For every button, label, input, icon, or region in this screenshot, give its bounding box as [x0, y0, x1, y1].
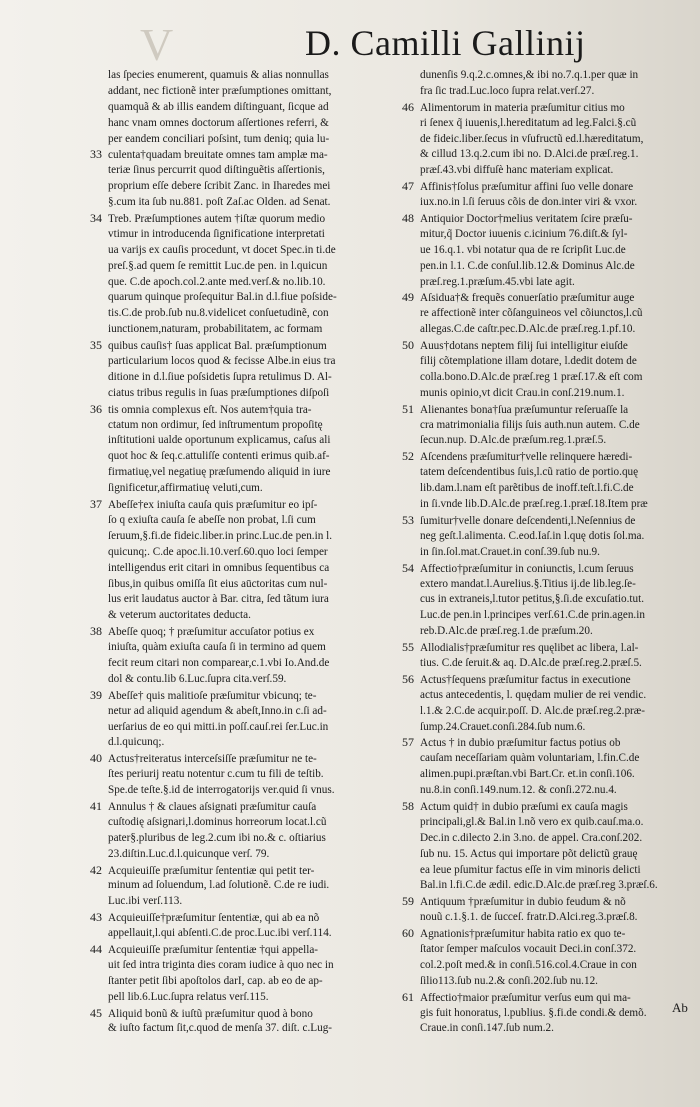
line-text: ri ſenex q̃ iuuenis,l.hereditatum ad leg.Falci.§.cũ: [420, 116, 637, 129]
marginal-number: 55: [402, 640, 414, 655]
text-line: [420, 783, 700, 799]
line-text: las ſpecies enumerent, quamuis & alias nonnullas: [108, 69, 329, 81]
text-line: [402, 735, 700, 751]
text-line: [108, 465, 412, 481]
text-line: [108, 720, 412, 736]
text-line: [90, 798, 412, 815]
catchword: Ab: [672, 1000, 688, 1015]
text-line: [108, 100, 412, 116]
text-line: [108, 640, 412, 656]
line-text: Acquieuiſſe præſumitur ſententiæ †qui appella-: [108, 943, 319, 956]
line-text: in ſin.ſol.mat.Crauet.in conſ.39.ſub nu.9.: [420, 545, 600, 558]
marginal-number: 41: [90, 798, 102, 813]
text-line: [402, 894, 700, 910]
text-line: [108, 179, 412, 195]
marginal-number: 50: [402, 338, 414, 353]
line-text: extero mandat.l.Aurelius.§.Titius ij.de lib.leg.ſe-: [420, 577, 636, 590]
text-line: [90, 211, 412, 227]
text-line: [420, 195, 700, 211]
text-line: [108, 878, 412, 894]
text-line: [108, 990, 412, 1006]
line-text: in ſi.vnde lib.D.Alc.de præſ.reg.1.præſ.18.Item præ: [420, 498, 648, 511]
line-text: ſignificetur,affirmatiuę veluti,cum.: [108, 482, 263, 495]
line-text: Spe.de teſte.§.id de interrogatorijs ver.quid ſi vnus.: [108, 784, 335, 797]
line-text: ciatus tribus regulis in ſuas præſumptiones diſpoſi: [108, 386, 330, 399]
line-text: Aſcendens præſumitur†velle relinquere hæredi-: [420, 451, 633, 464]
marginal-number: 51: [402, 401, 414, 416]
text-line: [420, 545, 700, 561]
marginal-number: 39: [90, 687, 102, 702]
marginal-number: 61: [402, 989, 414, 1004]
text-line: [420, 163, 700, 179]
text-line: [108, 354, 412, 370]
text-line: [420, 720, 700, 736]
text-line: [90, 497, 412, 513]
line-text: firmatiuę,vel negatiuę præſumendo aliquid in iure: [108, 466, 331, 479]
line-text: neg geſt.l.alimenta. C.eod.Iaſ.in l.quę dotis ſol.ma.: [420, 529, 645, 542]
line-text: ſibus,in quibus omiſſa ſit eius aūctoritas cum nul-: [108, 577, 328, 590]
text-line: [108, 894, 412, 910]
text-line: [108, 561, 412, 577]
text-line: [420, 767, 700, 783]
line-text: cus in extraneis,l.tutor petitus,§.ſi.de excuſatio.tut.: [420, 593, 645, 606]
line-text: ue 16.q.1. vbi notatur qua de re ſcripſit Luc.de: [420, 243, 626, 256]
text-line: [420, 132, 700, 148]
text-line: [420, 322, 700, 338]
text-line: [420, 577, 700, 593]
marginal-number: 48: [402, 211, 414, 226]
text-line: [420, 847, 700, 863]
text-line: [90, 401, 412, 418]
line-text: re affectionẽ inter cõſanguineos vel cõiunctos,l.cũ: [420, 307, 643, 320]
marginal-number: 47: [402, 179, 414, 194]
text-line: [420, 1006, 700, 1022]
text-line: [402, 926, 700, 942]
marginal-number: 44: [90, 941, 102, 956]
line-text: reb.D.Alc.de præſ.reg.1.de præſum.20.: [420, 625, 593, 638]
text-line: [108, 815, 412, 831]
line-text: Antiquum †præſumitur in dubio feudum & nõ: [420, 896, 626, 909]
text-line: [420, 275, 700, 291]
text-line: [420, 815, 700, 831]
line-text: culenta†quadam breuitate omnes tam amplæ ma-: [108, 149, 328, 162]
line-text: col.2.poſt med.& in conſi.516.col.4.Craue in con: [420, 958, 637, 971]
text-line: [420, 863, 700, 879]
text-line: [420, 910, 700, 926]
line-text: mitur,q̃ Doctor iuuenis c.icinium 76.diſt.& ſyl-: [420, 227, 628, 240]
text-line: [420, 497, 700, 513]
line-text: Agnationis†præſumitur habita ratio ex quo te-: [420, 928, 626, 941]
line-text: Auus†dotans neptem filij ſui intelligitur eiuſde: [420, 340, 628, 353]
line-text: dol & contu.lib 6.Luc.ſupra cita.verſ.59.: [108, 672, 287, 685]
text-line: [420, 974, 700, 990]
text-line: [402, 290, 700, 306]
line-text: Luc.de pen.in l.principes verſ.61.C.de prin.agen.in: [420, 609, 645, 622]
text-line: [108, 656, 412, 672]
text-line: [420, 656, 700, 672]
text-line: [420, 68, 700, 84]
line-text: Alimentorum in materia præſumitur citius mo: [420, 101, 625, 114]
marginal-number: 36: [90, 401, 102, 416]
line-text: ctatum non ordimur, ſed inſtrumentum propoſitę: [108, 418, 323, 431]
line-text: præſ.reg.1.præſum.45.vbi late agit.: [420, 275, 575, 288]
line-text: præſ.43.vbi diffuſè hanc materiam explicat.: [420, 164, 614, 177]
text-line: [420, 831, 700, 847]
line-text: & veterum auctoritates deducta.: [108, 609, 251, 622]
line-text: 23.diſtin.Luc.d.l.quicunque verſ. 79.: [108, 847, 270, 860]
line-text: iniuſta, quàm exiuſta cauſa ſi in termino ad quem: [108, 641, 326, 654]
line-text: particularium locos quod & fecisse Albe.in eius tra: [108, 355, 336, 368]
left-column: [90, 68, 412, 1037]
line-text: ea leue pſumitur factus eſſe in vim minoris delicti: [420, 863, 641, 876]
marginal-number: 56: [402, 671, 414, 686]
marginal-number: 45: [90, 1005, 102, 1020]
line-text: actus antecedentis, l. quędam mulier de rei vendic.: [420, 688, 647, 701]
marginal-number: 43: [90, 910, 102, 925]
text-line: [420, 624, 700, 640]
marginal-number: 38: [90, 624, 102, 639]
line-text: appellauit,l.qui abſenti.C.de proc.Luc.ibi verſ.114.: [108, 927, 332, 940]
line-text: Acquieuiſſe†præſumitur ſententiæ, qui ab ea nõ: [108, 912, 320, 925]
text-line: [108, 163, 412, 179]
line-text: de fideic.liber.ſecus in vſufructũ ed.l.hæreditatum,: [420, 132, 644, 145]
text-line: [108, 449, 412, 465]
text-line: [420, 878, 700, 894]
text-line: [420, 147, 700, 163]
line-text: proprium eſſe debere ſcribit Zanc. in Iharedes mei: [108, 180, 331, 193]
text-line: [108, 386, 412, 402]
text-line: [402, 512, 700, 529]
text-line: [420, 608, 700, 624]
line-text: cra matrimonialia filijs ſuis auth.nun autem. C.de: [420, 418, 640, 431]
line-text: munis opinio,vt dicit Crau.in conſ.219.num.1.: [420, 386, 625, 399]
text-line: [90, 751, 412, 767]
line-text: netur ad aliquid agendum & abeſt,Inno.in c.ſi ad-: [108, 704, 327, 717]
marginal-number: 37: [90, 497, 102, 512]
text-line: [90, 941, 412, 958]
line-text: cuſtodię aſsignari,l.dominus horreorum locat.l.cũ: [108, 815, 327, 828]
text-line: [108, 259, 412, 275]
line-text: ſtes periurij reatu notentur c.cum tu fili de teſtib.: [108, 768, 324, 781]
text-line: [108, 592, 412, 608]
line-text: intelligendus erit citari in omnibus ſequentibus ca: [108, 561, 330, 574]
line-text: iux.no.in l.ſi ſeruus cõis de don.inter viri & vxor.: [420, 196, 638, 209]
text-line: [108, 290, 412, 306]
marginal-number: 46: [402, 99, 414, 114]
marginal-number: 58: [402, 798, 414, 813]
text-line: [108, 958, 412, 974]
text-line: [420, 370, 700, 386]
line-text: Craue.in conſi.147.ſub num.2.: [420, 1022, 554, 1035]
text-line: [108, 68, 412, 84]
marginal-number: 34: [90, 211, 102, 226]
text-line: [108, 433, 412, 449]
text-line: [108, 306, 412, 322]
text-line: [420, 1021, 700, 1037]
line-text: inſtitutioni ualde oportunum explicamus, caſus ali: [108, 434, 331, 447]
text-line: [420, 116, 700, 132]
line-text: ſo q exiuſta cauſa ſe abeſſe non probat, l.ſi cum: [108, 513, 316, 526]
line-text: Bal.in l.fi.C.de ædil. edic.D.Alc.de præſ.reg 3.præſ.6.: [420, 879, 658, 892]
line-text: tatem deſcendentibus ſuis,l.cũ ratio de portio.quę: [420, 466, 639, 479]
line-text: ſub nu. 15. Actus qui importare põt delictũ grauę: [420, 847, 638, 860]
text-line: [420, 688, 700, 704]
line-text: §.cum ita ſub nu.881. poſt Zaſ.ac Olden. ad Senat.: [108, 196, 331, 209]
text-line: [108, 370, 412, 386]
line-text: principali,gl.& Bal.in l.nõ vero ex quib.cauſ.ma.o.: [420, 815, 644, 828]
line-text: alimen.pupi.præſtan.vbi Bart.Cr. et.in conſi.106.: [420, 768, 635, 781]
text-line: [108, 418, 412, 434]
text-line: [402, 338, 700, 354]
line-text: l.1.& 2.C.de acquir.poſſ. D. Alc.de præſ.reg.2.præ-: [420, 704, 645, 717]
line-text: Affectio†præſumitur in coniunctis, l.cum ſeruus: [420, 562, 634, 575]
line-text: tis omnia complexus eſt. Nos autem†quia tra-: [108, 403, 312, 416]
line-text: cauſam neceſſariam quàm voluntariam, l.fin.C.de: [420, 752, 640, 765]
text-line: [90, 338, 412, 354]
line-text: ſtanter petit ſibi apoſtolos darI, cap. ab eo de ap-: [108, 974, 323, 987]
text-line: [108, 322, 412, 338]
line-text: preſ.§.ad quem ſe remittit Luc.de pen. in l.quicun: [108, 259, 328, 272]
line-text: fra ſic trad.Luc.loco ſupra relat.verſ.27.: [420, 84, 595, 97]
line-text: Abeſſe†ex iniuſta cauſa quis præſumitur eo ipſ-: [108, 499, 318, 512]
line-text: filij cõtemplatione illam dotare, l.dedit dotem de: [420, 355, 637, 368]
line-text: allegas.C.de caſtr.pec.D.Alc.de præſ.reg.1.pf.10.: [420, 323, 636, 336]
line-text: fecit reum citari non comparear,c.1.vbi Io.And.de: [108, 656, 330, 669]
line-text: colla.bono.D.Alc.de præſ.reg 1 præſ.17.& eſt com: [420, 370, 643, 383]
line-text: lib.dam.l.nam eſt parẽtibus de inoff.teſt.l.fi.C.de: [420, 482, 634, 495]
line-text: ſumitur†velle donare deſcendenti,l.Neſennius de: [420, 514, 636, 527]
text-line: [108, 704, 412, 720]
text-line: [420, 84, 700, 100]
line-text: gis fuit honoratus, l.publius. §.fi.de condi.& demõ.: [420, 1006, 647, 1019]
text-line: [402, 989, 700, 1006]
text-line: [402, 179, 700, 195]
text-line: [420, 592, 700, 608]
text-line: [420, 386, 700, 402]
marginal-number: 33: [90, 147, 102, 162]
text-line: [402, 671, 700, 688]
line-text: Luc.ibi verſ.113.: [108, 895, 183, 908]
line-text: quicunq;. C.de apoc.li.10.verſ.60.quo loci ſemper: [108, 545, 328, 558]
line-text: Actus†reiteratus interceſsiſſe præſumitur ne te-: [108, 753, 317, 766]
marginal-number: 57: [402, 735, 414, 750]
text-line: [402, 798, 700, 815]
line-text: Affectio†maior præſumitur verſus eum qui ma-: [420, 991, 631, 1004]
bleed-through-text: V: [140, 19, 180, 70]
text-line: [420, 354, 700, 370]
text-line: [108, 227, 412, 243]
text-line: [108, 847, 412, 863]
text-line: [90, 147, 412, 163]
line-text: Abeſſe† quis malitioſe præſumitur vbicunq; te-: [108, 689, 317, 702]
text-line: [90, 624, 412, 640]
line-text: uerſarius de eo qui mitti.in poſſ.cauſ.rei ſer.Luc.in: [108, 720, 329, 733]
text-line: [420, 465, 700, 481]
text-line: [108, 243, 412, 259]
text-line: [90, 910, 412, 926]
text-line: [108, 783, 412, 799]
marginal-number: 49: [402, 290, 414, 305]
marginal-number: 54: [402, 560, 414, 575]
line-text: Aliquid bonũ & iuſtũ præſumitur quod à bono: [108, 1007, 313, 1020]
text-line: [402, 401, 700, 418]
line-text: Actus†ſequens præſumitur factus in executione: [420, 673, 631, 686]
line-text: & iuſto factum ſit,c.quod de menſa 37. diſt. c.Lug-: [108, 1022, 333, 1035]
text-line: [108, 116, 412, 132]
text-line: [420, 751, 700, 767]
text-line: [108, 481, 412, 497]
marginal-number: 60: [402, 926, 414, 941]
text-line: [402, 449, 700, 465]
line-text: Allodialis†præſumitur res quęlibet ac libera, l.al-: [420, 642, 639, 655]
line-text: Abeſſe quoq; † præſumitur accuſator potius ex: [108, 626, 315, 639]
line-text: d.l.quicunq;.: [108, 736, 165, 749]
text-line: [402, 211, 700, 227]
line-text: ſilio113.ſub nu.2.& conſi.202.ſub nu.12.: [420, 974, 598, 987]
text-line: [108, 974, 412, 990]
line-text: ſecun.nup. D.Alc.de præſum.reg.1.præſ.5.: [420, 434, 607, 447]
line-text: Treb. Præſumptiones autem †iſtæ quorum medio: [108, 213, 326, 226]
text-line: [108, 608, 412, 624]
line-text: quibus cauſis† ſuas applicat Bal. præſumptionum: [108, 340, 327, 353]
line-text: vtimur in introducenda ſignificatione interpretati: [108, 227, 325, 240]
text-line: [108, 926, 412, 942]
text-line: [420, 958, 700, 974]
marginal-number: 40: [90, 751, 102, 766]
marginal-number: 42: [90, 862, 102, 877]
text-line: [108, 275, 412, 291]
text-line: [420, 243, 700, 259]
marginal-number: 35: [90, 338, 102, 353]
text-line: [420, 481, 700, 497]
text-line: [108, 577, 412, 593]
line-text: iunctionem,naturam, probabilitatem, ac formam: [108, 323, 323, 336]
text-line: [420, 704, 700, 720]
text-line: [402, 560, 700, 577]
line-text: quot hoc & ſeq.c.attuliſſe contenti erimus quib.af-: [108, 450, 330, 463]
line-text: hanc vnam omnes doctorum aſſertiones referri, &: [108, 116, 329, 129]
marginal-number: 52: [402, 449, 414, 464]
text-line: [90, 1005, 412, 1022]
text-line: [108, 529, 412, 545]
text-line: [108, 132, 412, 148]
text-line: [108, 735, 412, 751]
text-line: [420, 433, 700, 449]
text-line: [420, 529, 700, 545]
text-line: [108, 672, 412, 688]
line-text: ſump.24.Crauet.conſi.284.ſub num.6.: [420, 720, 586, 733]
line-text: Acquieuiſſe præſumitur ſententiæ qui petit ter-: [108, 864, 315, 877]
line-text: Aſsidua†& frequẽs conuerſatio præſumitur auge: [420, 292, 635, 305]
text-line: [108, 767, 412, 783]
text-line: [420, 227, 700, 243]
text-line: [108, 545, 412, 561]
text-line: [402, 99, 700, 116]
text-line: [108, 513, 412, 529]
text-line: [420, 418, 700, 434]
text-line: [108, 84, 412, 100]
line-text: quarum quinque proſequitur Bal.in d.l.fiue poſside-: [108, 291, 337, 304]
text-line: [90, 687, 412, 704]
line-text: quamquã & ab illis eandem diſtinguant, ſicque ad: [108, 100, 329, 113]
line-text: teriæ ſinus percurrit quod diſtinguẽtis aſſertionis,: [108, 164, 325, 177]
text-line: [420, 306, 700, 322]
line-text: Dec.in c.dilecto 2.in 3.no. de appel. Cra.conſ.202.: [420, 831, 643, 844]
line-text: ditione in d.l.ſiue poſsidetis ſupra retulimus D. Al-: [108, 370, 332, 383]
line-text: per eandem conciliari poſsint, tum deniq; quia lu-: [108, 132, 330, 145]
marginal-number: 53: [402, 512, 414, 527]
marginal-number: 59: [402, 894, 414, 909]
line-text: nouũ c.1.§.1. de ſucceſ. fratr.D.Alci.reg.3.præſ.8.: [420, 911, 638, 924]
line-text: pater§.pluribus de leg.2.cum ibi no.& c. oſtiarius: [108, 831, 326, 844]
line-text: uit ſed intra triginta dies coram iudice à quo nec in: [108, 958, 334, 971]
line-text: ſtator ſemper maſculos vocauit Deci.in conſ.372.: [420, 942, 637, 955]
line-text: addant, nec fictionẽ inter præſumptiones omittant,: [108, 84, 332, 97]
line-text: Alienantes bona†ſua præſumuntur reſeruaſſe la: [420, 403, 629, 416]
line-text: tius. C.de ſeruit.& aq. D.Alc.de præſ.reg.2.præſ.5.: [420, 656, 642, 669]
running-head: D. Camilli Gallinij: [305, 23, 586, 63]
line-text: Actus † in dubio præſumitur factus potius ob: [420, 737, 621, 750]
text-line: [108, 1021, 412, 1037]
line-text: que. C.de apoch.col.2.ante med.verſ.& no.lib.10.: [108, 275, 326, 288]
line-text: & cillud 13.q.2.cum ibi no. D.Alci.de præſ.reg.1.: [420, 148, 639, 161]
text-line: [420, 259, 700, 275]
text-line: [420, 942, 700, 958]
line-text: minum ad ſoluendum, l.ad ſolutionẽ. C.de re iudi.: [108, 879, 330, 892]
line-text: Annulus † & claues aſsignati præſumitur cauſa: [108, 800, 317, 813]
line-text: tis.C.de prob.ſub nu.8.videlicet conſuetudinẽ, con: [108, 307, 329, 320]
line-text: nu.8.in conſi.149.num.12. & conſi.272.nu.4.: [420, 784, 617, 797]
line-text: Affinis†ſolus præſumitur affini ſuo velle donare: [420, 181, 634, 194]
line-text: Antiquior Doctor†melius veritatem ſcire præſu-: [420, 213, 633, 226]
line-text: lus erit laudatus auctor à Bar. citra, ſed tãtum iura: [108, 593, 329, 606]
line-text: Actum quid† in dubio præſumi ex cauſa magis: [420, 800, 628, 813]
text-line: [90, 862, 412, 879]
text-line: [108, 195, 412, 211]
line-text: pen.in l.1. C.de conſul.lib.12.& Dominus Alc.de: [420, 259, 635, 272]
line-text: ſeruum,§.fi.de fideic.liber.in princ.Luc.de pen.in l.: [108, 529, 332, 542]
line-text: ua varijs ex cauſis procedunt, vt docet Spec.in ti.de: [108, 243, 336, 256]
right-column: [402, 68, 700, 1037]
text-line: [402, 640, 700, 656]
line-text: dunenſis 9.q.2.c.omnes,& ibi no.7.q.1.per quæ in: [420, 69, 639, 81]
line-text: pell lib.6.Luc.ſupra relatus verſ.115.: [108, 990, 269, 1003]
text-line: [108, 831, 412, 847]
